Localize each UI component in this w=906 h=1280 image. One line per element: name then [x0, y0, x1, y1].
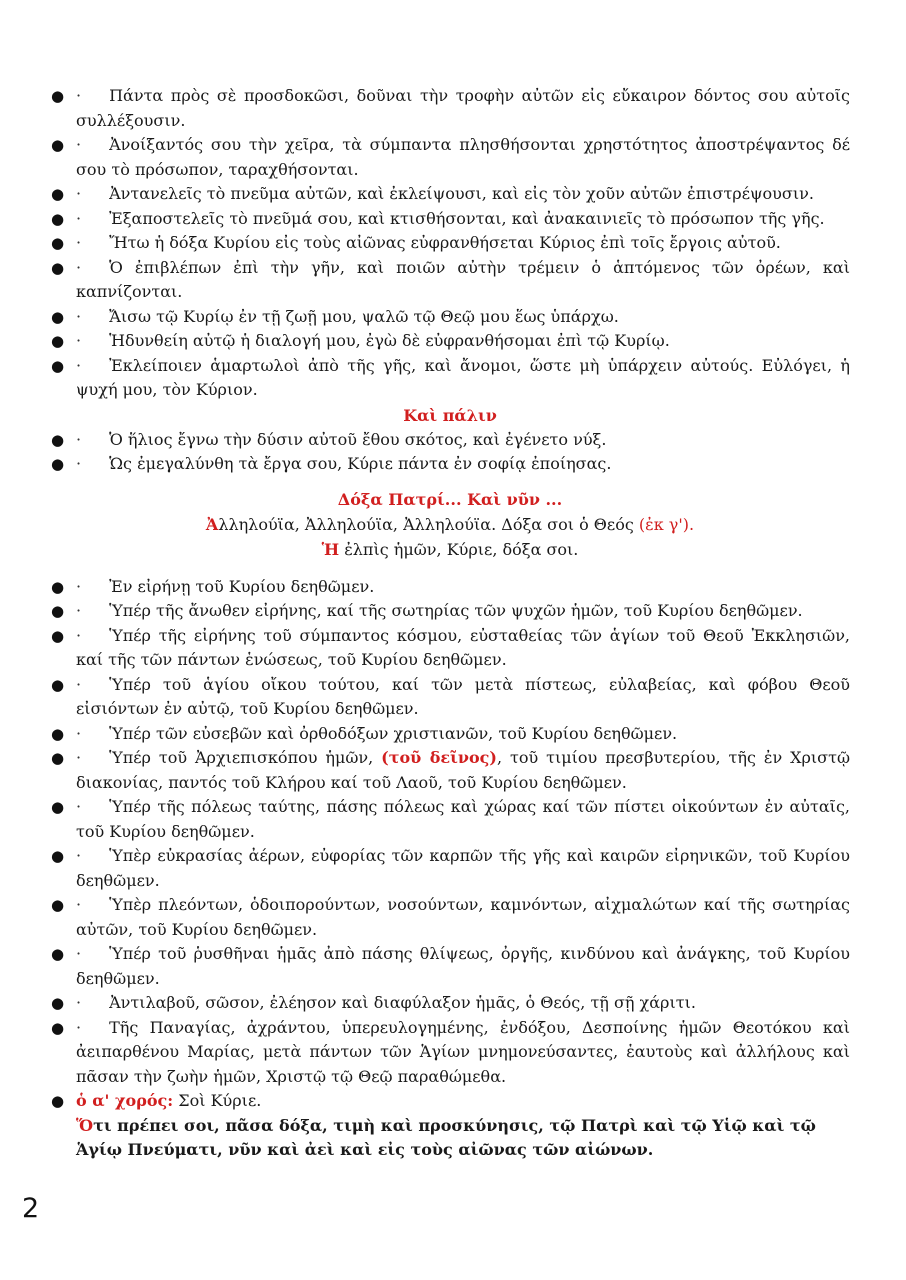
bullet-icon: ● [51, 994, 65, 1012]
verse-item [50, 133, 850, 182]
ekphonesis-text: τι πρέπει σοι, πᾶσα δόξα, τιμὴ καὶ προσκύνησις, τῷ Πατρὶ καὶ τῷ Υἱῷ καὶ τῷ Ἁγίῳ Πνεύματι, νῦν καὶ ἀεὶ καὶ εἰς τοὺς αἰῶνας τῶν αἰώνων. [76, 1115, 816, 1159]
bullet-icon: ● [51, 602, 65, 620]
verse-text: Ἀντανελεῖς τὸ πνεῦμα αὐτῶν, καὶ ἐκλείψουσι, καὶ εἰς τὸν χοῦν αὐτῶν ἐπιστρέψουσιν. [109, 184, 814, 203]
choir-label: ὁ α' χορός: [76, 1091, 174, 1110]
archbishop-before: Ὑπέρ τοῦ Ἀρχιεπισκόπου ἡμῶν, [109, 748, 382, 767]
evening-verses [50, 428, 850, 477]
verse-text: Ὁ ἐπιβλέπων ἐπὶ τὴν γῆν, καὶ ποιῶν αὐτὴν τρέμειν ὁ ἁπτόμενος τῶν ὀρέων, καὶ καπνίζονται. [76, 257, 850, 301]
petition-item [50, 673, 850, 722]
middle-dot: · [76, 674, 82, 694]
litany-petitions [50, 575, 850, 1114]
verse-item [50, 452, 850, 477]
archbishop-after: , τοῦ τιμίου πρεσβυτερίου, τῆς ἐν Χριστῷ διακονίας, παντός τοῦ Κλήρου καί τοῦ Λαοῦ, τοῦ Κυρίου δεηθῶμεν. [76, 748, 851, 792]
bullet-icon: ● [51, 626, 65, 645]
petition-item [50, 599, 850, 624]
verse-item [50, 84, 850, 133]
verse-item [50, 428, 850, 453]
alleluia-rubric: (ἐκ γ'). [638, 514, 695, 534]
bullet-icon: ● [51, 430, 65, 449]
verse-text: Ἐκλείποιεν ἁμαρτωλοὶ ἀπὸ τῆς γῆς, καὶ ἄνομοι, ὥστε μὴ ὑπάρχειν αὐτούς. Εὐλόγει, ἡ ψυχή μου, τὸν Κύριον. [76, 355, 850, 399]
verse-text: Ἡδυνθείη αὐτῷ ἡ διαλογή μου, ἐγὼ δὲ εὐφρανθήσομαι ἐπὶ τῷ Κυρίῳ. [109, 331, 670, 350]
verse-item [50, 207, 850, 232]
bullet-icon: ● [51, 724, 65, 743]
verse-item [50, 354, 850, 403]
middle-dot: · [76, 748, 82, 767]
bullet-icon: ● [51, 577, 65, 596]
verse-text: Ἤτω ἡ δόξα Κυρίου εἰς τοὺς αἰῶνας εὐφρανθήσεται Κύριος ἐπὶ τοῖς ἔργοις αὐτοῦ. [109, 233, 781, 252]
middle-dot: · [76, 184, 82, 203]
middle-dot: · [76, 355, 82, 375]
verse-item [50, 305, 850, 330]
bullet-icon: ● [51, 896, 65, 914]
middle-dot: · [76, 429, 82, 449]
middle-dot: · [76, 1017, 82, 1037]
ekphonesis-initial: Ὅ [76, 1115, 94, 1135]
spacer [50, 562, 850, 575]
page-number: 2 [22, 1193, 40, 1224]
middle-dot: · [76, 306, 82, 326]
psalm-verses [50, 84, 850, 403]
middle-dot: · [76, 576, 82, 596]
elpis-text: ἐλπὶς ἡμῶν, Κύριε, δόξα σοι. [339, 539, 579, 559]
petition-item [50, 991, 850, 1016]
petition-item [50, 722, 850, 747]
doxa-heading: Δόξα Πατρί... Καὶ νῦν ... [337, 489, 563, 509]
verse-text: Πάντα πρὸς σὲ προσδοκῶσι, δοῦναι τὴν τροφὴν αὐτῶν εἰς εὔκαιρον δόντος σου αὐτοῖς συλλέξουσιν. [76, 86, 850, 130]
petition-text: Ἀντιλαβοῦ, σῶσον, ἐλέησον καὶ διαφύλαξον ἡμᾶς, ὁ Θεός, τῇ σῇ χάριτι. [109, 993, 696, 1012]
middle-dot: · [76, 723, 82, 743]
middle-dot: · [76, 601, 82, 620]
petition-text: Ὑπέρ τῶν εὐσεβῶν καὶ ὀρθοδόξων χριστιανῶν, τοῦ Κυρίου δεηθῶμεν. [109, 723, 678, 743]
bullet-icon: ● [51, 455, 65, 473]
middle-dot: · [76, 331, 82, 350]
spacer [50, 477, 850, 487]
verse-text: Ἐξαποστελεῖς τὸ πνεῦμά σου, καὶ κτισθήσονται, καὶ ἀνακαινιεῖς τὸ πρόσωπον τῆς γῆς. [109, 208, 825, 228]
archbishop-rubric: (τοῦ δεῖνος) [381, 748, 497, 767]
elpis-line [50, 537, 850, 562]
bullet-icon: ● [51, 87, 65, 105]
bullet-icon: ● [51, 307, 65, 326]
middle-dot: · [76, 233, 82, 252]
verse-text: Ἀνοίξαντός σου τὴν χεῖρα, τὰ σύμπαντα πλησθήσονται χρηστότητος ἀποστρέψαντος δέ σου τὸ πρόσωπον, ταραχθήσονται. [76, 135, 850, 179]
page-content [50, 84, 850, 1163]
petition-text: Ἐν εἰρήνῃ τοῦ Κυρίου δεηθῶμεν. [109, 576, 375, 596]
petition-item [50, 1016, 850, 1090]
middle-dot: · [76, 454, 82, 473]
petition-text: Ὑπέρ τοῦ ἁγίου οἴκου τούτου, καί τῶν μετὰ πίστεως, εὐλαβείας, καὶ φόβου Θεοῦ εἰσιόντων ἐν αὐτῷ, τοῦ Κυρίου δεηθῶμεν. [76, 674, 850, 718]
petition-item [50, 575, 850, 600]
choir-item [50, 1089, 850, 1114]
alleluia-text: λληλούϊα, Ἀλληλούϊα, Ἀλληλούϊα. Δόξα σοι ὁ Θεός [218, 514, 634, 534]
petition-text: Ὑπέρ τῆς πόλεως ταύτης, πάσης πόλεως καὶ χώρας καί τῶν πίστει οἰκούντων ἐν αὐταῖς, τοῦ Κυρίου δεηθῶμεν. [76, 797, 850, 841]
bullet-icon: ● [51, 675, 65, 694]
middle-dot: · [76, 895, 82, 914]
petition-item [50, 844, 850, 893]
bullet-icon: ● [51, 847, 65, 865]
petition-text: Ὑπέρ τοῦ ῥυσθῆναι ἡμᾶς ἀπὸ πάσης θλίψεως, ὀργῆς, κινδύνου καὶ ἀνάγκης, τοῦ Κυρίου δεηθῶμεν. [76, 944, 850, 988]
bullet-icon: ● [51, 1018, 65, 1037]
middle-dot: · [76, 208, 82, 228]
middle-dot: · [76, 944, 82, 963]
petition-item [50, 746, 850, 795]
elpis-initial: Ἡ [321, 539, 340, 559]
kai-palin-heading: Καὶ πάλιν [403, 405, 497, 425]
petition-item [50, 795, 850, 844]
bullet-icon: ● [51, 185, 65, 203]
verse-text: Ὡς ἐμεγαλύνθη τὰ ἔργα σου, Κύριε πάντα ἐν σοφίᾳ ἐποίησας. [109, 454, 612, 473]
petition-text: Ὑπὲρ εὐκρασίας ἀέρων, εὐφορίας τῶν καρπῶν τῆς γῆς καὶ καιρῶν εἰρηνικῶν, τοῦ Κυρίου δεηθῶμεν. [76, 846, 850, 890]
middle-dot: · [76, 797, 82, 816]
final-ekphonesis [50, 1114, 850, 1163]
verse-item [50, 231, 850, 256]
alleluia-initial: Ἀ [205, 514, 219, 534]
middle-dot: · [76, 993, 82, 1012]
petition-item [50, 624, 850, 673]
middle-dot: · [76, 625, 82, 645]
bullet-icon: ● [51, 945, 65, 963]
petition-text: Τῆς Παναγίας, ἀχράντου, ὑπερευλογημένης, ἐνδόξου, Δεσποίνης ἡμῶν Θεοτόκου καὶ ἀειπαρθένου Μαρίας, μετὰ πάντων τῶν Ἁγίων μνημονεύσαντες, ἑαυτοὺς καὶ ἀλλήλους καὶ πᾶσαν τὴν ζωὴν ἡμῶν, Χριστῷ τῷ Θεῷ παραθώμεθα. [76, 1017, 850, 1086]
middle-dot: · [76, 257, 82, 277]
bullet-icon: ● [51, 356, 65, 375]
middle-dot: · [76, 846, 82, 865]
verse-item [50, 256, 850, 305]
bullet-icon: ● [51, 1092, 65, 1110]
verse-text: Ὁ ἥλιος ἔγνω τὴν δύσιν αὐτοῦ ἔθου σκότος, καὶ ἐγένετο νύξ. [109, 429, 607, 449]
choir-response: Σοὶ Κύριε. [173, 1091, 262, 1110]
bullet-icon: ● [51, 749, 65, 767]
bullet-icon: ● [51, 234, 65, 252]
bullet-icon: ● [51, 136, 65, 154]
verse-item [50, 329, 850, 354]
alleluia-line [50, 512, 850, 537]
middle-dot: · [76, 86, 82, 105]
petition-text: Ὑπέρ τῆς εἰρήνης τοῦ σύμπαντος κόσμου, εὐσταθείας τῶν ἁγίων τοῦ Θεοῦ Ἐκκλησιῶν, καί τῆς τῶν πάντων ἑνώσεως, τοῦ Κυρίου δεηθῶμεν. [76, 625, 850, 669]
petition-item [50, 893, 850, 942]
verse-item [50, 182, 850, 207]
bullet-icon: ● [51, 209, 65, 228]
petition-item [50, 942, 850, 991]
middle-dot: · [76, 135, 82, 154]
petition-text: Ὑπέρ τῆς ἄνωθεν εἰρήνης, καί τῆς σωτηρίας τῶν ψυχῶν ἡμῶν, τοῦ Κυρίου δεηθῶμεν. [109, 601, 803, 620]
verse-text: Ἄισω τῷ Κυρίῳ ἐν τῇ ζωῇ μου, ψαλῶ τῷ Θεῷ μου ἕως ὑπάρχω. [109, 306, 619, 326]
bullet-icon: ● [51, 258, 65, 277]
bullet-icon: ● [51, 332, 65, 350]
petition-text: Ὑπὲρ πλεόντων, ὁδοιπορούντων, νοσούντων, καμνόντων, αἰχμαλώτων καί τῆς σωτηρίας αὐτῶν, τοῦ Κυρίου δεηθῶμεν. [76, 895, 850, 939]
bullet-icon: ● [51, 798, 65, 816]
